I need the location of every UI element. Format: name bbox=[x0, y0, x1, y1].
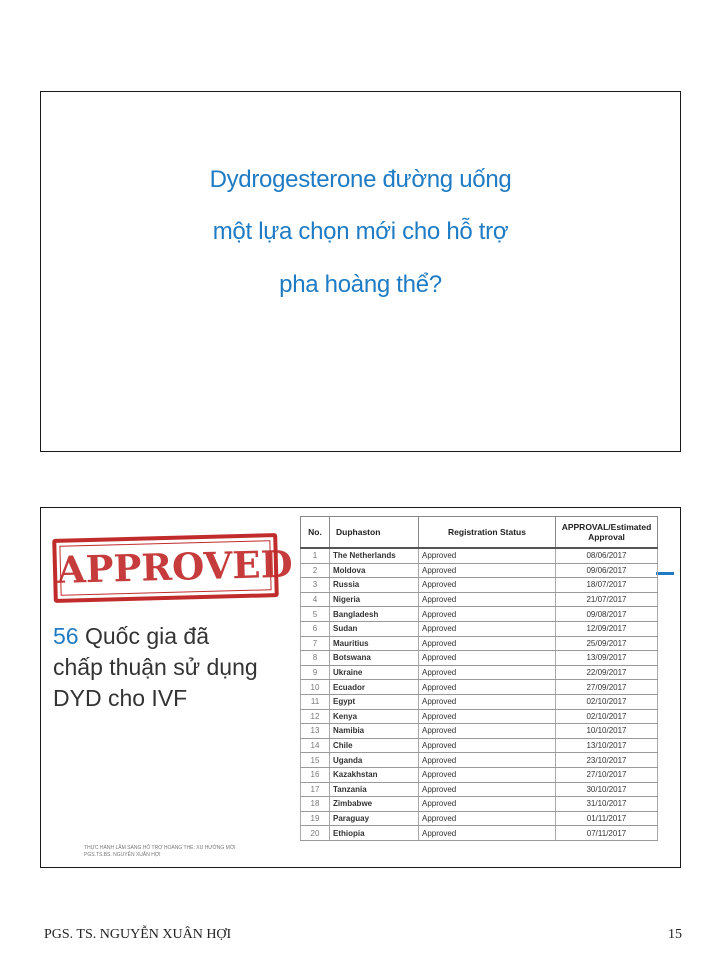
country-count: 56 bbox=[53, 623, 79, 649]
table-row bbox=[301, 709, 658, 724]
approval-count-block bbox=[53, 621, 293, 714]
stamp-text: APPROVED bbox=[56, 541, 294, 592]
row-status: Approved bbox=[419, 753, 556, 768]
row-status: Approved bbox=[419, 680, 556, 695]
row-country: Sudan bbox=[330, 621, 419, 636]
row-no: 2 bbox=[301, 563, 330, 578]
table-row bbox=[301, 753, 658, 768]
row-date: 27/09/2017 bbox=[556, 680, 658, 695]
count-text-line-2: chấp thuận sử dụng bbox=[53, 654, 258, 680]
row-no: 5 bbox=[301, 607, 330, 622]
row-status: Approved bbox=[419, 738, 556, 753]
footer-author: PGS. TS. NGUYỄN XUÂN HỢI bbox=[44, 927, 232, 942]
table-row bbox=[301, 826, 658, 841]
table-row bbox=[301, 811, 658, 826]
row-no: 15 bbox=[301, 753, 330, 768]
table-row bbox=[301, 665, 658, 680]
header-duphaston: Duphaston bbox=[330, 517, 419, 549]
row-date: 09/08/2017 bbox=[556, 607, 658, 622]
row-date: 08/06/2017 bbox=[556, 548, 658, 563]
row-status: Approved bbox=[419, 607, 556, 622]
row-country: Ecuador bbox=[330, 680, 419, 695]
row-status: Approved bbox=[419, 665, 556, 680]
row-status: Approved bbox=[419, 563, 556, 578]
row-status: Approved bbox=[419, 592, 556, 607]
count-text-line-3: DYD cho IVF bbox=[53, 685, 188, 711]
row-country: Kazakhstan bbox=[330, 767, 419, 782]
row-country: Mauritius bbox=[330, 636, 419, 651]
row-no: 6 bbox=[301, 621, 330, 636]
table-row bbox=[301, 548, 658, 563]
table-row bbox=[301, 578, 658, 593]
row-status: Approved bbox=[419, 709, 556, 724]
table-row bbox=[301, 738, 658, 753]
title-line-1: Dydrogesterone đường uống bbox=[209, 166, 512, 193]
row-status: Approved bbox=[419, 636, 556, 651]
row-country: Nigeria bbox=[330, 592, 419, 607]
row-no: 10 bbox=[301, 680, 330, 695]
slide-title bbox=[40, 91, 681, 452]
footnote-line-2: PGS.TS.BS. NGUYỄN XUÂN HỢI bbox=[84, 852, 161, 858]
header-registration-status: Registration Status bbox=[419, 517, 556, 549]
row-no: 16 bbox=[301, 767, 330, 782]
title-line-2: một lựa chọn mới cho hỗ trợ bbox=[212, 218, 509, 245]
row-country: Kenya bbox=[330, 709, 419, 724]
row-date: 23/10/2017 bbox=[556, 753, 658, 768]
row-date: 01/11/2017 bbox=[556, 811, 658, 826]
table-row bbox=[301, 607, 658, 622]
row-no: 18 bbox=[301, 797, 330, 812]
row-status: Approved bbox=[419, 621, 556, 636]
row-date: 25/09/2017 bbox=[556, 636, 658, 651]
table-row bbox=[301, 782, 658, 797]
table-row bbox=[301, 724, 658, 739]
row-no: 19 bbox=[301, 811, 330, 826]
title-line-3: pha hoàng thể? bbox=[279, 271, 442, 298]
count-text-line-1: Quốc gia đã bbox=[84, 623, 210, 649]
row-status: Approved bbox=[419, 767, 556, 782]
row-country: Zimbabwe bbox=[330, 797, 419, 812]
header-no: No. bbox=[301, 517, 330, 549]
row-date: 12/09/2017 bbox=[556, 621, 658, 636]
row-date: 07/11/2017 bbox=[556, 826, 658, 841]
row-status: Approved bbox=[419, 724, 556, 739]
page-number: 15 bbox=[668, 927, 682, 942]
row-country: Ukraine bbox=[330, 665, 419, 680]
slide-footnote bbox=[84, 845, 236, 859]
row-status: Approved bbox=[419, 578, 556, 593]
row-no: 4 bbox=[301, 592, 330, 607]
table-header-row bbox=[301, 517, 658, 549]
row-date: 21/07/2017 bbox=[556, 592, 658, 607]
row-status: Approved bbox=[419, 811, 556, 826]
row-country: Uganda bbox=[330, 753, 419, 768]
row-no: 1 bbox=[301, 548, 330, 563]
row-date: 10/10/2017 bbox=[556, 724, 658, 739]
row-country: Namibia bbox=[330, 724, 419, 739]
table-row bbox=[301, 636, 658, 651]
row-country: Chile bbox=[330, 738, 419, 753]
table-row bbox=[301, 680, 658, 695]
row-date: 22/09/2017 bbox=[556, 665, 658, 680]
row-status: Approved bbox=[419, 694, 556, 709]
row-date: 30/10/2017 bbox=[556, 782, 658, 797]
row-country: The Netherlands bbox=[330, 548, 419, 563]
row-date: 27/10/2017 bbox=[556, 767, 658, 782]
row-status: Approved bbox=[419, 548, 556, 563]
row-date: 18/07/2017 bbox=[556, 578, 658, 593]
table-row bbox=[301, 592, 658, 607]
row-date: 09/06/2017 bbox=[556, 563, 658, 578]
table-row bbox=[301, 563, 658, 578]
row-country: Ethiopia bbox=[330, 826, 419, 841]
table-row bbox=[301, 694, 658, 709]
row-status: Approved bbox=[419, 782, 556, 797]
row-country: Bangladesh bbox=[330, 607, 419, 622]
footnote-line-1: THỰC HÀNH LÂM SÀNG HỖ TRỢ HOÀNG THỂ: XU HƯỚNG MỚI bbox=[84, 845, 236, 851]
registration-table bbox=[300, 516, 658, 841]
row-country: Russia bbox=[330, 578, 419, 593]
row-no: 9 bbox=[301, 665, 330, 680]
row-date: 02/10/2017 bbox=[556, 694, 658, 709]
row-no: 13 bbox=[301, 724, 330, 739]
approved-stamp bbox=[52, 533, 294, 603]
row-no: 17 bbox=[301, 782, 330, 797]
table-row bbox=[301, 767, 658, 782]
row-status: Approved bbox=[419, 826, 556, 841]
header-approval: APPROVAL/Estimated Approval bbox=[556, 517, 658, 549]
row-country: Paraguay bbox=[330, 811, 419, 826]
row-date: 31/10/2017 bbox=[556, 797, 658, 812]
row-country: Botswana bbox=[330, 651, 419, 666]
row-status: Approved bbox=[419, 797, 556, 812]
row-no: 11 bbox=[301, 694, 330, 709]
row-no: 12 bbox=[301, 709, 330, 724]
accent-dash bbox=[656, 572, 674, 575]
row-no: 20 bbox=[301, 826, 330, 841]
row-no: 7 bbox=[301, 636, 330, 651]
row-country: Egypt bbox=[330, 694, 419, 709]
row-country: Tanzania bbox=[330, 782, 419, 797]
table-row bbox=[301, 621, 658, 636]
row-no: 3 bbox=[301, 578, 330, 593]
table-row bbox=[301, 797, 658, 812]
row-no: 8 bbox=[301, 651, 330, 666]
row-country: Moldova bbox=[330, 563, 419, 578]
row-date: 13/09/2017 bbox=[556, 651, 658, 666]
row-date: 13/10/2017 bbox=[556, 738, 658, 753]
row-date: 02/10/2017 bbox=[556, 709, 658, 724]
row-no: 14 bbox=[301, 738, 330, 753]
table-row bbox=[301, 651, 658, 666]
slide-approvals bbox=[40, 507, 681, 868]
row-status: Approved bbox=[419, 651, 556, 666]
